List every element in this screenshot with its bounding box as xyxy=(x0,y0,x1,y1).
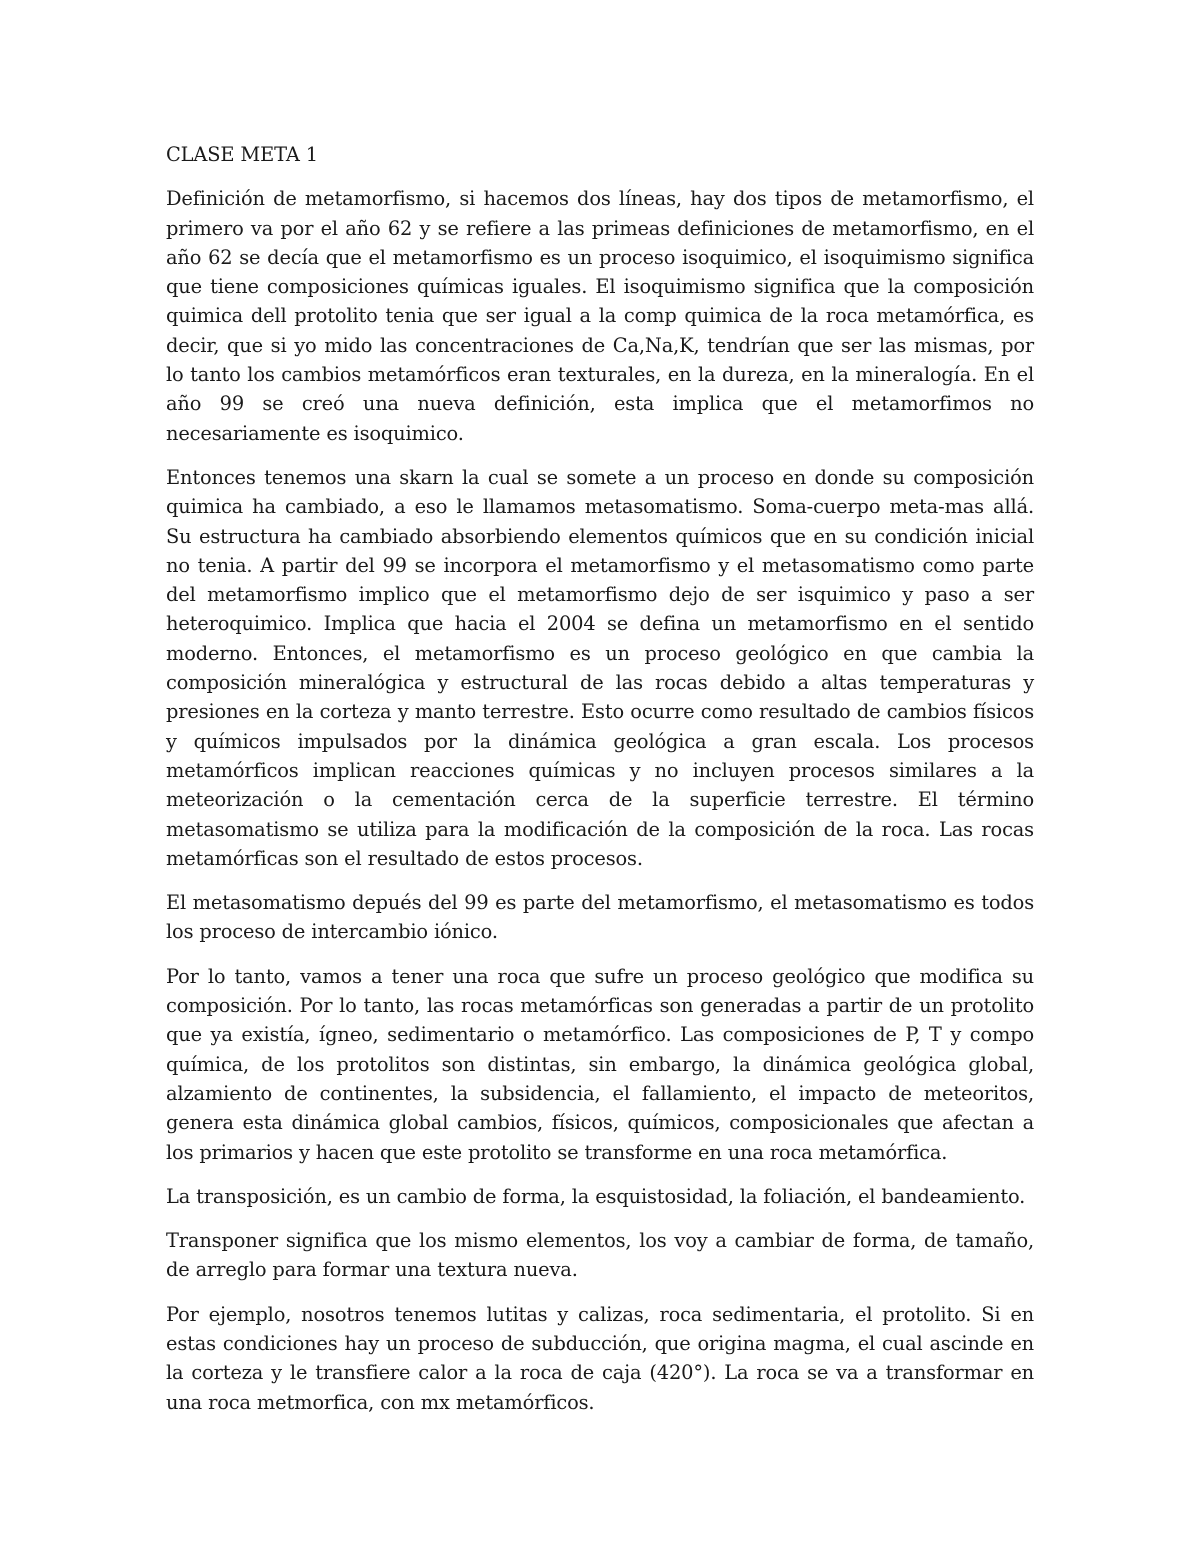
paragraph-metasomatismo-skarn: Entonces tenemos una skarn la cual se somete a un proceso en donde su composición quimica ha cambiado, a eso le llamamos metasomatismo. Soma-cuerpo meta-mas allá. Su estructura ha cambiado absorbiendo elementos químicos que en su condición inicial no tenia. A partir del 99 se incorpora el metamorfismo y el metasomatismo como parte del metamorfismo implico que el metamorfismo dejo de ser isquimico y paso a ser heteroquimico. Implica que hacia el 2004 se defina un metamorfismo en el sentido moderno. Entonces, el metamorfismo es un proceso geológico en que cambia la composición mineralógica y estructural de las rocas debido a altas temperaturas y presiones en la corteza y manto terrestre. Esto ocurre como resultado de cambios físicos y químicos impulsados por la dinámica geológica a gran escala. Los procesos metamórficos implican reacciones químicas y no incluyen procesos similares a la meteorización o la cementación cerca de la superficie terrestre. El término metasomatismo se utiliza para la modificación de la composición de la roca. Las rocas metamórficas son el resultado de estos procesos. xyxy=(166,465,1034,870)
paragraph-transponer: Transponer significa que los mismo elementos, los voy a cambiar de forma, de tamaño, de arreglo para formar una textura nueva. xyxy=(166,1229,1034,1282)
paragraph-metasomatismo-intercambio: El metasomatismo depués del 99 es parte del metamorfismo, el metasomatismo es todos los proceso de intercambio iónico. xyxy=(166,891,1034,944)
document-title: CLASE META 1 xyxy=(166,143,318,166)
paragraph-metamorfismo-definicion: Definición de metamorfismo, si hacemos dos líneas, hay dos tipos de metamorfismo, el primero va por el año 62 y se refiere a las primeas definiciones de metamorfismo, en el año 62 se decía que el metamorfismo es un proceso isoquimico, el isoquimismo significa que tiene composiciones químicas iguales. El isoquimismo significa que la composición quimica dell protolito tenia que ser igual a la comp quimica de la roca metamórfica, es decir, que si yo mido las concentraciones de Ca,Na,K, tendrían que ser las mismas, por lo tanto los cambios metamórficos eran texturales, en la dureza, en la mineralogía. En el año 99 se creó una nueva definición, esta implica que el metamorfimos no necesariamente es isoquimico. xyxy=(166,187,1034,445)
paragraph-protolito: Por lo tanto, vamos a tener una roca que sufre un proceso geológico que modifica su composición. Por lo tanto, las rocas metamórficas son generadas a partir de un protolito que ya existía, ígneo, sedimentario o metamórfico. Las composiciones de P, T y compo química, de los protolitos son distintas, sin embargo, la dinámica geológica global, alzamiento de continentes, la subsidencia, el fallamiento, el impacto de meteoritos, genera esta dinámica global cambios, físicos, químicos, composicionales que afectan a los primarios y hacen que este protolito se transforme en una roca metamórfica. xyxy=(166,964,1034,1164)
paragraph-transposicion: La transposición, es un cambio de forma, la esquistosidad, la foliación, el bandeamiento. xyxy=(166,1184,1026,1208)
document-body xyxy=(166,140,1034,1432)
paragraph-ejemplo: Por ejemplo, nosotros tenemos lutitas y calizas, roca sedimentaria, el protolito. Si en estas condiciones hay un proceso de subducción, que origina magma, el cual ascinde en la corteza y le transfiere calor a la roca de caja (420°). La roca se va a transformar en una roca metmorfica, con mx metamórficos. xyxy=(166,1302,1034,1414)
